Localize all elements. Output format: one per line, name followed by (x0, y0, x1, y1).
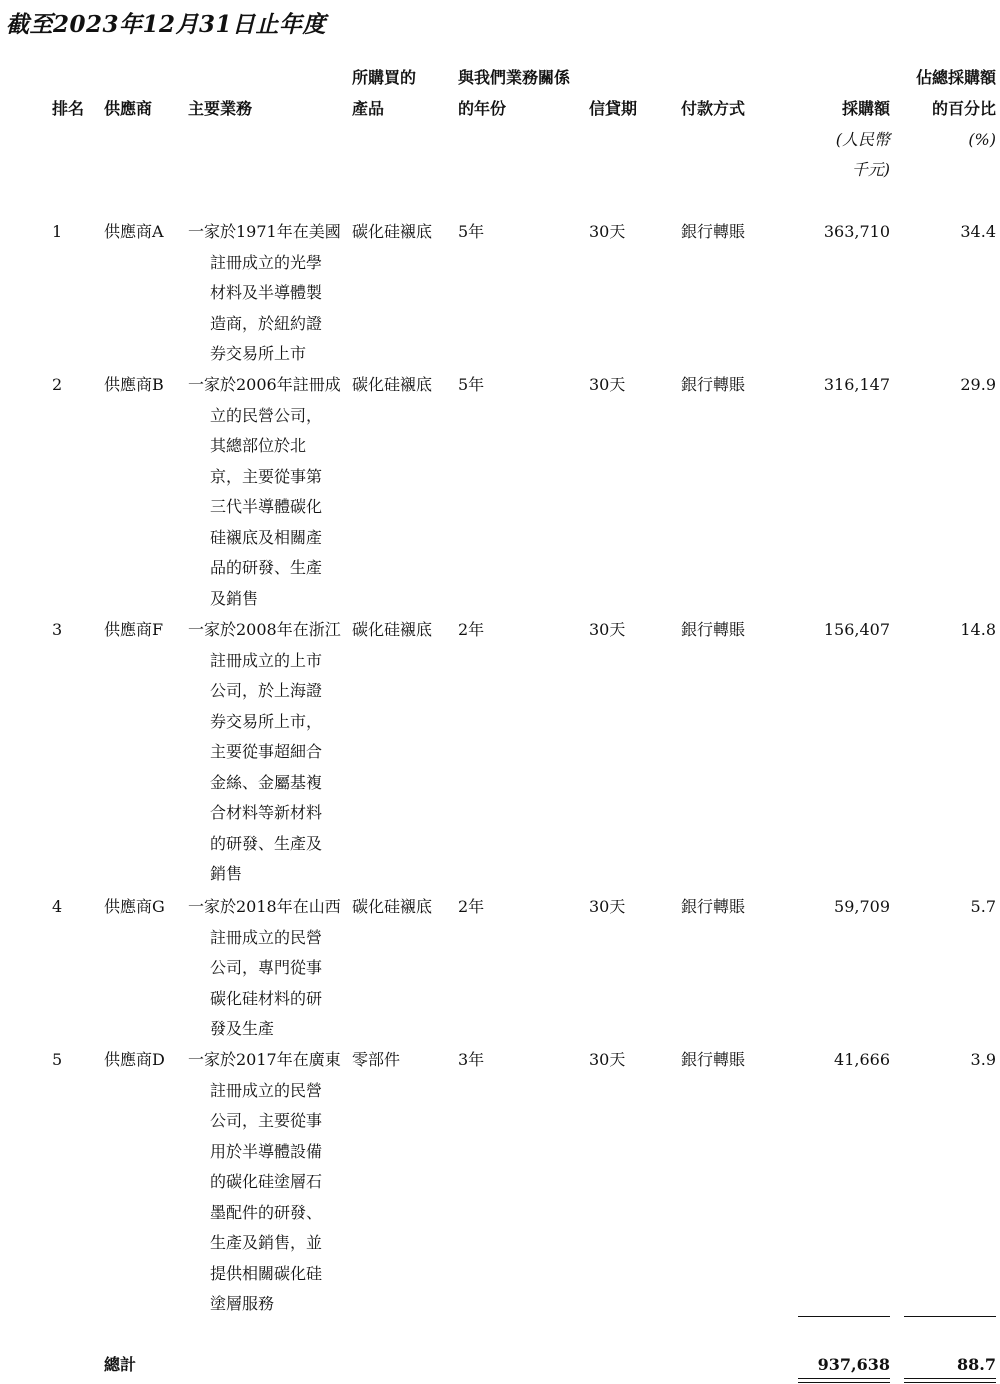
row-1-product: 碳化硅襯底 (352, 222, 433, 241)
row-4-years: 2年 (458, 897, 485, 916)
row-4-supplier: 供應商G (104, 897, 165, 916)
row-3-supplier: 供應商F (104, 620, 164, 639)
row-2-pct: 29.9 (960, 375, 996, 394)
row-1-business-line: 註冊成立的光學 (210, 252, 323, 272)
row-5-amount: 41,666 (834, 1050, 890, 1069)
row-4-product: 碳化硅襯底 (352, 897, 433, 916)
amount-subtotal-rule (798, 1316, 890, 1317)
row-5-business-line: 生產及銷售，並 (210, 1233, 323, 1252)
row-3-business-line: 券交易所上市， (210, 711, 323, 731)
page-title: 截至2023年12月31日止年度 (6, 11, 327, 38)
header-pct-line1: 佔總採購額 (915, 68, 996, 87)
row-5-business-line: 公司，主要從事 (210, 1111, 323, 1130)
row-1-rank: 1 (52, 222, 63, 241)
row-5-business-line: 墨配件的研發、 (210, 1202, 323, 1222)
row-3-credit: 30天 (589, 620, 626, 639)
row-3-business-line: 金絲、金屬基複 (210, 772, 323, 792)
row-5-rank: 5 (52, 1050, 63, 1069)
row-2-amount: 316,147 (823, 375, 890, 394)
row-3-amount: 156,407 (823, 620, 890, 639)
row-3-business-line: 主要從事超細合 (210, 742, 323, 761)
row-4-rank: 4 (52, 897, 63, 916)
row-1-supplier: 供應商A (104, 222, 164, 241)
total-amount: 937,638 (817, 1355, 890, 1374)
row-2-rank: 2 (52, 375, 63, 394)
amount-total-double-rule (798, 1378, 890, 1383)
row-1-business-line: 造商，於紐約證 (210, 313, 323, 333)
row-4-business-line: 一家於2018年在山西 (188, 897, 341, 916)
row-2-business (188, 370, 341, 614)
row-3-payment: 銀行轉賬 (681, 620, 746, 639)
header-amount-unit-line2: 千元) (851, 160, 890, 179)
row-2-business-line: 品的研發、生產 (210, 558, 323, 577)
row-3-business-line: 銷售 (210, 864, 243, 883)
row-2-business-line: 一家於2006年註冊成 (188, 375, 341, 394)
row-3-business-line: 一家於2008年在浙江 (188, 620, 341, 639)
row-1-business-line: 券交易所上市 (210, 344, 307, 363)
header-amount: 採購額 (841, 99, 890, 118)
row-2-business-line: 其總部位於北 (210, 436, 307, 455)
row-5-business-line: 塗層服務 (210, 1294, 275, 1313)
header-pct-unit: (%) (968, 130, 996, 149)
row-3-product: 碳化硅襯底 (352, 620, 433, 639)
header-product-line1: 所購買的 (352, 68, 417, 87)
row-3-business-line: 的研發、生產及 (210, 833, 323, 853)
pct-total-double-rule (904, 1378, 996, 1383)
row-1-pct: 34.4 (960, 222, 996, 241)
header-years-line2: 的年份 (458, 99, 507, 118)
row-4-business-line: 註冊成立的民營 (210, 927, 323, 947)
header-business: 主要業務 (188, 99, 253, 118)
row-2-business-line: 立的民營公司， (210, 405, 323, 425)
row-1-business (188, 217, 341, 370)
row-5-business-line: 的碳化硅塗層石 (210, 1172, 323, 1191)
row-3-business-line: 公司，於上海證 (210, 681, 323, 700)
total-label: 總計 (104, 1355, 137, 1374)
row-3-rank: 3 (52, 620, 63, 639)
row-4-business-line: 發及生產 (210, 1019, 275, 1038)
row-1-business-line: 材料及半導體製 (210, 283, 323, 302)
row-2-business-line: 硅襯底及相關產 (210, 527, 323, 547)
row-4-business (188, 892, 341, 1045)
row-3-years: 2年 (458, 620, 485, 639)
row-4-amount: 59,709 (834, 897, 890, 916)
row-5-payment: 銀行轉賬 (681, 1050, 746, 1069)
row-5-pct: 3.9 (970, 1050, 996, 1069)
header-product-line2: 產品 (352, 99, 385, 118)
row-5-business-line: 提供相關碳化硅 (210, 1263, 323, 1283)
row-2-payment: 銀行轉賬 (681, 375, 746, 394)
row-5-credit: 30天 (589, 1050, 626, 1069)
row-1-business-line: 一家於1971年在美國 (188, 222, 341, 241)
row-2-business-line: 京，主要從事第 (210, 466, 323, 486)
total-pct: 88.7 (957, 1355, 996, 1374)
row-3-business (188, 615, 341, 890)
header-pct-line2: 的百分比 (931, 99, 996, 118)
row-5-business-line: 註冊成立的民營 (210, 1080, 323, 1100)
header-supplier: 供應商 (104, 99, 153, 118)
header-years-line1: 與我們業務關係 (458, 68, 571, 87)
row-4-payment: 銀行轉賬 (681, 897, 746, 916)
row-1-payment: 銀行轉賬 (681, 222, 746, 241)
row-1-amount: 363,710 (823, 222, 890, 241)
row-1-years: 5年 (458, 222, 485, 241)
row-5-product: 零部件 (352, 1050, 401, 1069)
row-5-years: 3年 (458, 1050, 485, 1069)
row-4-business-line: 公司，專門從事 (210, 958, 323, 977)
header-rank: 排名 (52, 99, 85, 118)
row-5-business-line: 一家於2017年在廣東 (188, 1050, 341, 1069)
row-4-pct: 5.7 (970, 897, 996, 916)
row-2-years: 5年 (458, 375, 485, 394)
row-5-business-line: 用於半導體設備 (210, 1141, 323, 1161)
row-5-supplier: 供應商D (104, 1050, 165, 1069)
row-2-credit: 30天 (589, 375, 626, 394)
row-5-business (188, 1045, 341, 1320)
header-payment: 付款方式 (681, 99, 746, 118)
header-amount-unit-line1: (人民幣 (835, 130, 890, 149)
row-4-credit: 30天 (589, 897, 626, 916)
row-3-business-line: 合材料等新材料 (210, 803, 323, 822)
header-credit: 信貸期 (589, 99, 638, 118)
row-3-business-line: 註冊成立的上市 (210, 650, 323, 670)
row-1-credit: 30天 (589, 222, 626, 241)
pct-subtotal-rule (904, 1316, 996, 1317)
row-2-supplier: 供應商B (104, 375, 164, 394)
row-2-business-line: 及銷售 (210, 588, 259, 608)
row-4-business-line: 碳化硅材料的研 (210, 988, 323, 1008)
row-2-business-line: 三代半導體碳化 (210, 497, 323, 516)
row-3-pct: 14.8 (960, 620, 996, 639)
row-2-product: 碳化硅襯底 (352, 375, 433, 394)
